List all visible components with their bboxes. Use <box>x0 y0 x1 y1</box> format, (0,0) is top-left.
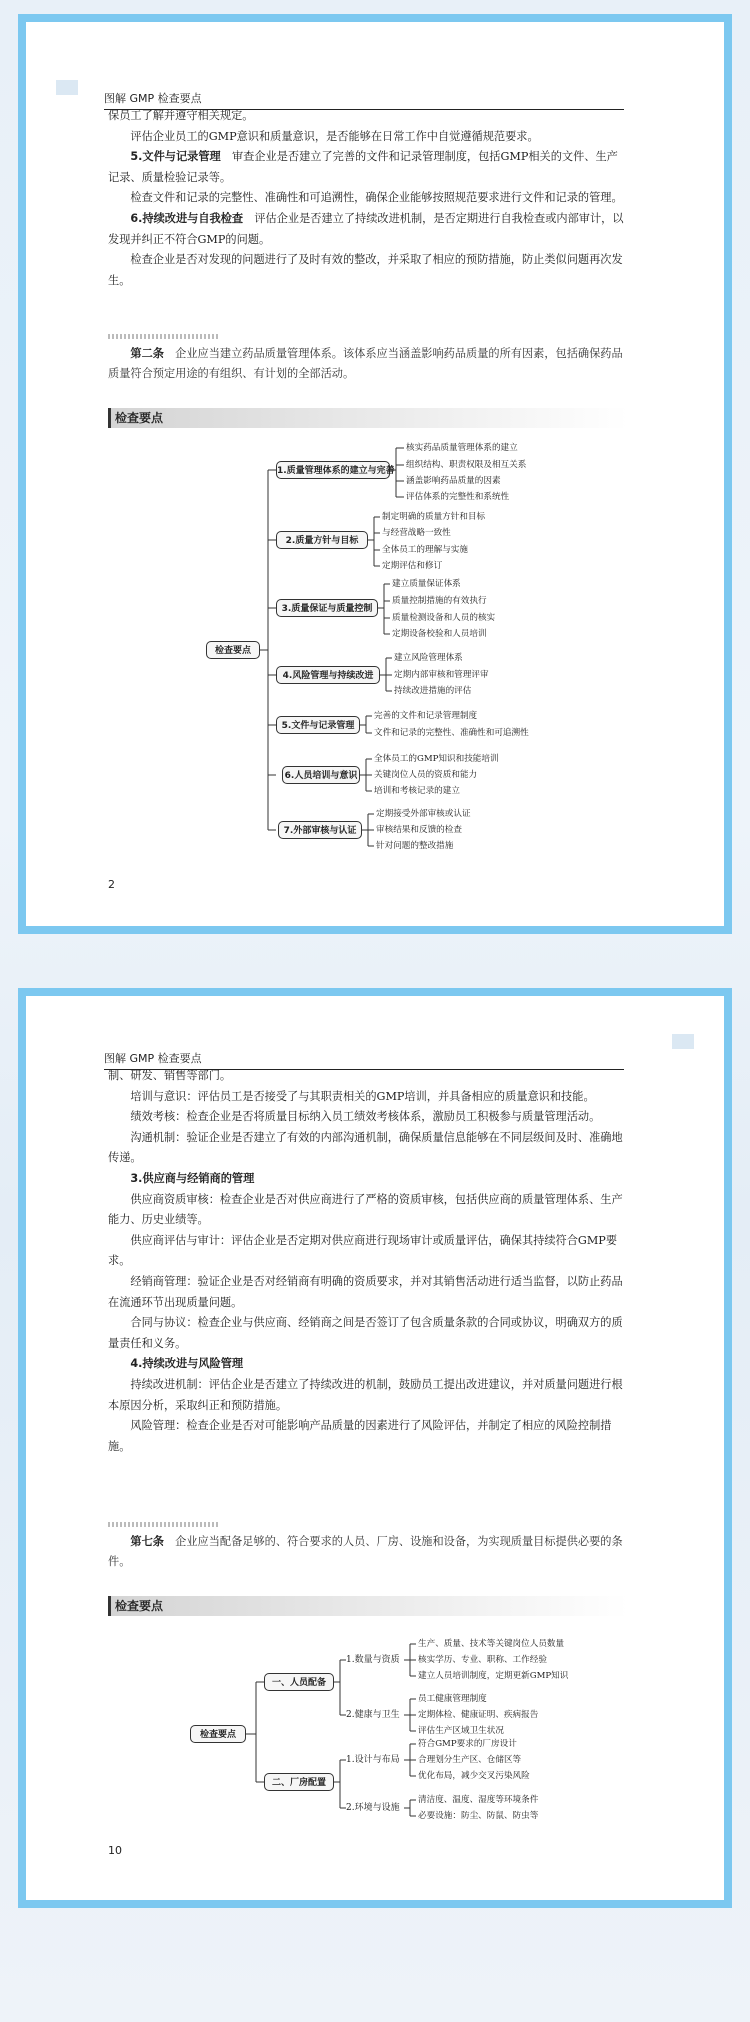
paragraph: 评估企业员工的GMP意识和质量意识，是否能够在日常工作中自觉遵循规范要求。 <box>130 129 539 143</box>
paragraph: 沟通机制：验证企业是否建立了有效的内部沟通机制，确保质量信息能够在不同层级间及时、准确地传递。 <box>108 1130 623 1165</box>
mindmap-subbranch: 1.设计与布局 <box>346 1755 400 1765</box>
page-number: 10 <box>108 1844 122 1857</box>
mindmap-leaf: 定期内部审核和管理评审 <box>394 670 489 680</box>
section-title: 检查要点 <box>108 1596 628 1616</box>
mindmap-root: 检查要点 <box>190 1725 246 1743</box>
mindmap-leaf: 文件和记录的完整性、准确性和可追溯性 <box>374 728 529 738</box>
article-text: 企业应当建立药品质量管理体系。该体系应当涵盖影响药品质量的所有因素，包括确保药品质量符合预定用途的有组织、有计划的全部活动。 <box>108 347 623 380</box>
paragraph: 绩效考核：检查企业是否将质量目标纳入员工绩效考核体系，激励员工积极参与质量管理活动。 <box>130 1110 601 1124</box>
paragraph <box>108 209 628 250</box>
mindmap-branch: 一、人员配备 <box>264 1673 334 1691</box>
paragraph <box>108 147 628 188</box>
page2-body <box>108 1066 628 1457</box>
mindmap-leaf: 核实学历、专业、职称、工作经验 <box>418 1655 547 1665</box>
mindmap-branch: 7.外部审核与认证 <box>278 821 362 839</box>
divider <box>108 334 218 339</box>
subheading <box>108 1354 628 1375</box>
mindmap-leaf: 建立质量保证体系 <box>392 579 461 589</box>
page1-body <box>108 106 628 291</box>
mindmap-leaf: 持续改进措施的评估 <box>394 686 472 696</box>
mindmap-leaf: 清洁度、温度、湿度等环境条件 <box>418 1795 539 1805</box>
mindmap-leaf: 定期接受外部审核或认证 <box>376 809 471 819</box>
paragraph-text: 评估企业是否建立了持续改进机制，是否定期进行自我检查或内部审计，以发现并纠正不符合GMP的问题。 <box>108 211 624 246</box>
article-text: 企业应当配备足够的、符合要求的人员、厂房、设施和设备，为实现质量目标提供必要的条件。 <box>108 1535 623 1568</box>
mindmap-leaf: 质量控制措施的有效执行 <box>392 596 487 606</box>
mindmap-leaf: 建立风险管理体系 <box>394 653 463 663</box>
paragraph: 供应商资质审核：检查企业是否对供应商进行了严格的资质审核，包括供应商的质量管理体系、生产能力、历史业绩等。 <box>108 1192 623 1227</box>
mindmap-leaf: 合理划分生产区、仓储区等 <box>418 1755 522 1765</box>
running-header: 图解 GMP 检查要点 <box>104 1050 624 1070</box>
mindmap-branch: 2.质量方针与目标 <box>276 531 368 549</box>
mindmap-leaf: 必要设施：防尘、防鼠、防虫等 <box>418 1811 539 1821</box>
paragraph: 制、研发、销售等部门。 <box>108 1069 232 1082</box>
subheading-text: 3.供应商与经销商的管理 <box>130 1171 255 1185</box>
running-header: 图解 GMP 检查要点 <box>104 90 624 110</box>
subheading <box>108 1169 628 1190</box>
subheading: 5.文件与记录管理 <box>130 150 221 164</box>
mindmap-branch: 3.质量保证与质量控制 <box>276 599 378 617</box>
mindmap-leaf: 完善的文件和记录管理制度 <box>374 711 478 721</box>
mindmap-leaf: 建立人员培训制度，定期更新GMP知识 <box>418 1671 569 1681</box>
mindmap-leaf: 培训和考核记录的建立 <box>374 786 460 796</box>
mindmap-branch: 6.人员培训与意识 <box>282 766 360 784</box>
page-number: 2 <box>108 878 115 891</box>
mindmap-branch: 4.风险管理与持续改进 <box>276 666 380 684</box>
mindmap-leaf: 员工健康管理制度 <box>418 1694 487 1704</box>
paragraph: 供应商评估与审计：评估企业是否定期对供应商进行现场审计或质量评估，确保其持续符合GMP要求。 <box>108 1233 618 1268</box>
mindmap-leaf: 定期评估和修订 <box>382 561 443 571</box>
mindmap-leaf: 制定明确的质量方针和目标 <box>382 512 486 522</box>
mindmap-leaf: 全体员工的理解与实施 <box>382 545 468 555</box>
paragraph: 经销商管理：验证企业是否对经销商有明确的资质要求，并对其销售活动进行适当监督，以防止药品在流通环节出现质量问题。 <box>108 1274 623 1309</box>
mindmap-root: 检查要点 <box>206 641 260 659</box>
mindmap-leaf: 组织结构、职责权限及相互关系 <box>406 460 527 470</box>
paragraph: 风险管理：检查企业是否对可能影响产品质量的因素进行了风险评估，并制定了相应的风险控制措施。 <box>108 1419 612 1453</box>
mindmap-branch: 二、厂房配置 <box>264 1773 334 1791</box>
mindmap-leaf: 生产、质量、技术等关键岗位人员数量 <box>418 1639 565 1649</box>
paragraph-text: 审查企业是否建立了完善的文件和记录管理制度，包括GMP相关的文件、生产记录、质量检验记录等。 <box>108 150 618 184</box>
decor-square <box>672 1034 694 1049</box>
article-block <box>108 1532 628 1572</box>
subheading: 6.持续改进与自我检查 <box>130 211 244 225</box>
decor-square <box>56 80 78 95</box>
mindmap-subbranch: 1.数量与资质 <box>346 1655 400 1665</box>
mindmap-leaf: 优化布局，减少交叉污染风险 <box>418 1771 530 1781</box>
paragraph: 保员工了解并遵守相关规定。 <box>108 109 254 122</box>
subheading-text: 4.持续改进与风险管理 <box>130 1357 244 1371</box>
mindmap-leaf: 涵盖影响药品质量的因素 <box>406 476 501 486</box>
mindmap-leaf: 审核结果和反馈的检查 <box>376 825 462 835</box>
article-block <box>108 344 628 384</box>
mindmap-branch: 5.文件与记录管理 <box>276 716 360 734</box>
mindmap-leaf: 评估体系的完整性和系统性 <box>406 492 510 502</box>
mindmap-leaf: 定期体检、健康证明、疾病报告 <box>418 1710 539 1720</box>
mindmap-leaf: 定期设备校验和人员培训 <box>392 629 487 639</box>
mindmap-leaf: 评估生产区域卫生状况 <box>418 1726 504 1736</box>
paragraph: 检查文件和记录的完整性、准确性和可追溯性，确保企业能够按照规范要求进行文件和记录的管理。 <box>130 191 623 205</box>
mindmap-leaf: 关键岗位人员的资质和能力 <box>374 770 478 780</box>
paragraph: 合同与协议：检查企业与供应商、经销商之间是否签订了包含质量条款的合同或协议，明确双方的质量责任和义务。 <box>108 1316 623 1350</box>
section-title: 检查要点 <box>108 408 628 428</box>
mindmap-leaf: 符合GMP要求的厂房设计 <box>418 1739 517 1749</box>
mindmap-leaf: 全体员工的GMP知识和技能培训 <box>374 754 499 764</box>
mindmap-leaf: 核实药品质量管理体系的建立 <box>406 443 518 453</box>
divider <box>108 1522 218 1527</box>
mindmap-subbranch: 2.环境与设施 <box>346 1803 400 1813</box>
paragraph: 检查企业是否对发现的问题进行了及时有效的整改，并采取了相应的预防措施，防止类似问题再次发生。 <box>108 253 623 287</box>
paragraph: 培训与意识：评估员工是否接受了与其职责相关的GMP培训，并具备相应的质量意识和技能。 <box>130 1089 595 1103</box>
mindmap-leaf: 质量检测设备和人员的核实 <box>392 613 496 623</box>
mindmap-leaf: 与经营战略一致性 <box>382 528 451 538</box>
mindmap-leaf: 针对问题的整改措施 <box>376 841 454 851</box>
paragraph: 持续改进机制：评估企业是否建立了持续改进的机制，鼓励员工提出改进建议，并对质量问题进行根本原因分析，采取纠正和预防措施。 <box>108 1377 623 1412</box>
mindmap-branch: 1.质量管理体系的建立与完善 <box>276 461 390 479</box>
mindmap-subbranch: 2.健康与卫生 <box>346 1710 400 1720</box>
article-title: 第二条 <box>130 347 164 360</box>
article-title: 第七条 <box>130 1535 164 1548</box>
